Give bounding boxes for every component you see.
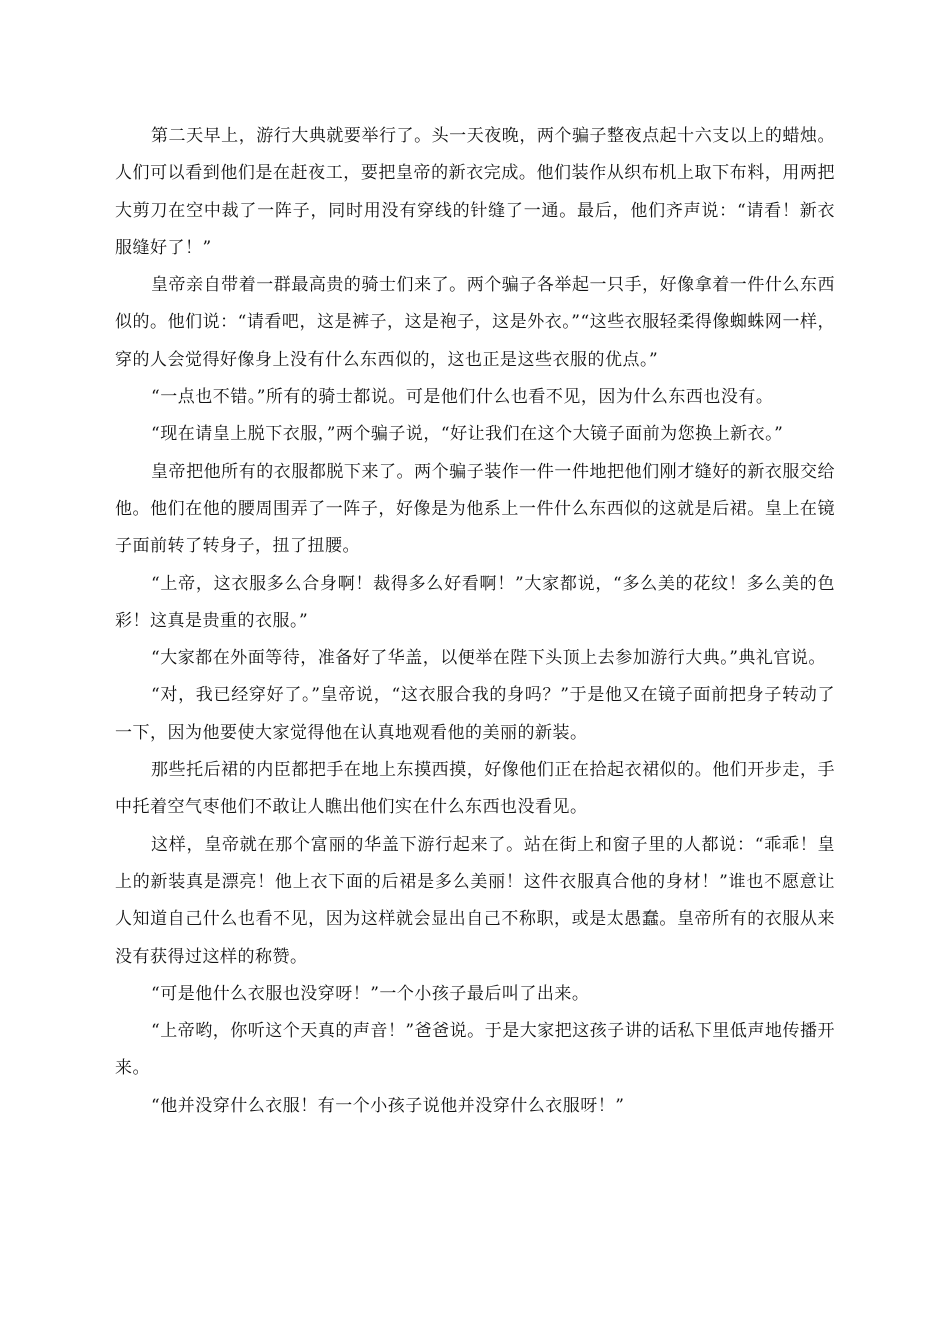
paragraph: 这样，皇帝就在那个富丽的华盖下游行起来了。站在街上和窗子里的人都说：“乖乖！皇上的新装真是漂亮！他上衣下面的后裙是多么美丽！这件衣服真合他的身材！”谁也不愿意让人知道自己什么也看不见，因为这样就会显出自己不称职，或是太愚蠢。皇帝所有的衣服从来没有获得过这样的称赞。 (115, 834, 835, 967)
paragraph: 那些托后裙的内臣都把手在地上东摸西摸，好像他们正在拾起衣裙似的。他们开步走，手中托着空气枣他们不敢让人瞧出他们实在什么东西也没看见。 (115, 760, 835, 818)
paragraph: “一点也不错。”所有的骑士都说。可是他们什么也看不见，因为什么东西也没有。 (151, 387, 774, 408)
paragraph: “对，我已经穿好了。”皇帝说，“这衣服合我的身吗？”于是他又在镜子面前把身子转动了一下，因为他要使大家觉得他在认真地观看他的美丽的新装。 (115, 685, 835, 743)
paragraph: “上帝哟，你听这个天真的声音！”爸爸说。于是大家把这孩子讲的话私下里低声地传播开来。 (115, 1021, 835, 1079)
document-body (115, 118, 835, 1125)
paragraph: 皇帝把他所有的衣服都脱下来了。两个骗子装作一件一件地把他们刚才缝好的新衣服交给他。他们在他的腰周围弄了一阵子，好像是为他系上一件什么东西似的这就是后裙。皇上在镜子面前转了转身子，扭了扭腰。 (115, 461, 835, 557)
paragraph: “上帝，这衣服多么合身啊！裁得多么好看啊！”大家都说，“多么美的花纹！多么美的色彩！这真是贵重的衣服。” (115, 573, 835, 631)
paragraph: “他并没穿什么衣服！有一个小孩子说他并没穿什么衣服呀！” (151, 1095, 625, 1116)
paragraph: “大家都在外面等待，准备好了华盖，以便举在陛下头顶上去参加游行大典。”典礼官说。 (151, 648, 826, 669)
paragraph: 皇帝亲自带着一群最高贵的骑士们来了。两个骗子各举起一只手，好像拿着一件什么东西似的。他们说：“请看吧，这是裤子，这是袍子，这是外衣。”“这些衣服轻柔得像蜘蛛网一样，穿的人会觉得好像身上没有什么东西似的，这也正是这些衣服的优点。” (115, 275, 835, 370)
paragraph: “现在请皇上脱下衣服，”两个骗子说，“好让我们在这个大镜子面前为您换上新衣。” (151, 424, 784, 445)
paragraph: 第二天早上，游行大典就要举行了。头一天夜晚，两个骗子整夜点起十六支以上的蜡烛。人们可以看到他们是在赶夜工，要把皇帝的新衣完成。他们装作从织布机上取下布料，用两把大剪刀在空中裁了一阵子，同时用没有穿线的针缝了一通。最后，他们齐声说：“请看！新衣服缝好了！” (115, 126, 835, 258)
paragraph: “可是他什么衣服也没穿呀！”一个小孩子最后叫了出来。 (151, 983, 590, 1004)
